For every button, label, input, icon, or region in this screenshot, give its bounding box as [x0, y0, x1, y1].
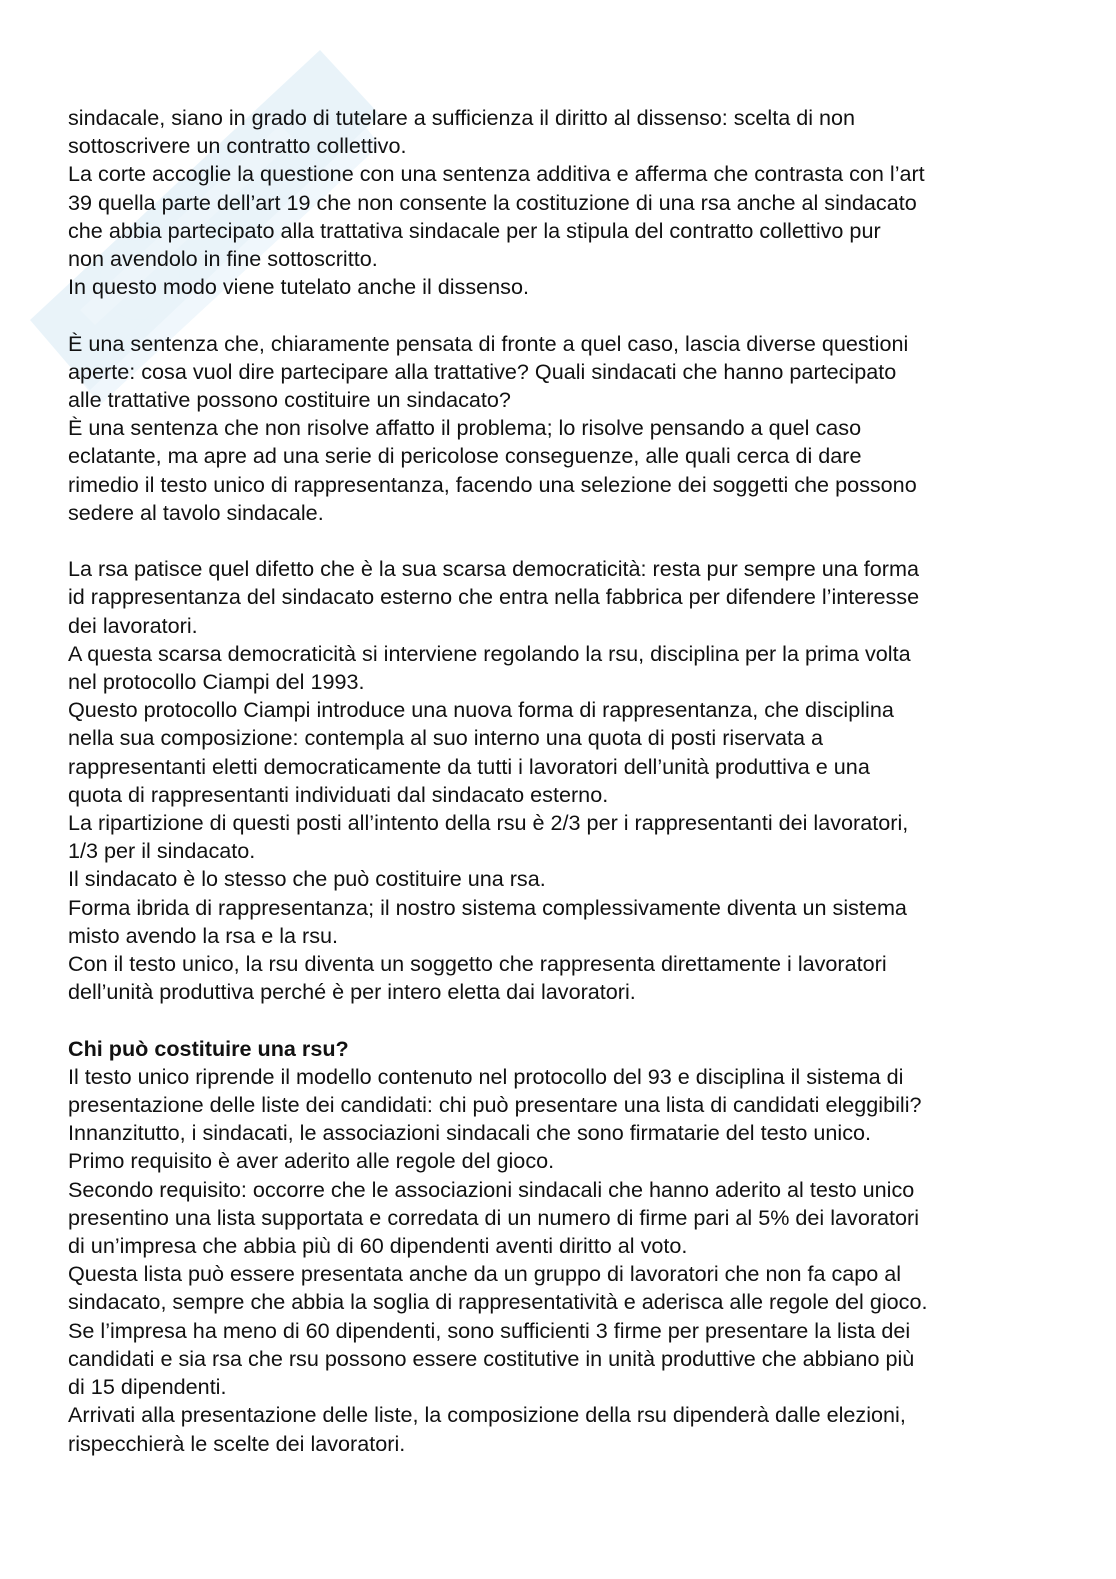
- document-page: [68, 104, 1058, 1458]
- paragraph-spacer: [68, 527, 1058, 555]
- text-line: Questo protocollo Ciampi introduce una nuova forma di rappresentanza, che disciplina: [68, 697, 894, 723]
- text-line: sedere al tavolo sindacale.: [68, 499, 324, 525]
- text-line: sottoscrivere un contratto collettivo.: [68, 133, 407, 159]
- text-line: rimedio il testo unico di rappresentanza, facendo una selezione dei soggetti che possono: [68, 471, 917, 497]
- paragraph: [68, 330, 1058, 527]
- text-line: Questa lista può essere presentata anche da un gruppo di lavoratori che non fa capo al: [68, 1261, 902, 1287]
- text-line: aperte: cosa vuol dire partecipare alla trattative? Quali sindacati che hanno partecipato: [68, 358, 897, 384]
- text-line: dell’unità produttiva perché è per intero eletta dai lavoratori.: [68, 979, 636, 1005]
- text-line: La rsa patisce quel difetto che è la sua scarsa democraticità: resta pur sempre una forma: [68, 556, 919, 582]
- text-line: candidati e sia rsa che rsu possono essere costitutive in unità produttive che abbiano più: [68, 1345, 915, 1371]
- section-body: [68, 1063, 1058, 1458]
- paragraph: [68, 555, 1058, 1006]
- text-line: La ripartizione di questi posti all’intento della rsu è 2/3 per i rappresentanti dei lavoratori,: [68, 810, 909, 836]
- text-line: A questa scarsa democraticità si interviene regolando la rsu, disciplina per la prima volta: [68, 640, 911, 666]
- text-line: Primo requisito è aver aderito alle regole del gioco.: [68, 1148, 555, 1174]
- paragraph-spacer: [68, 1006, 1058, 1034]
- text-line: La corte accoglie la questione con una sentenza additiva e afferma che contrasta con l’art: [68, 161, 925, 187]
- text-line: È una sentenza che, chiaramente pensata di fronte a quel caso, lascia diverse questioni: [68, 330, 909, 356]
- paragraph-spacer: [68, 301, 1058, 329]
- text-line: nel protocollo Ciampi del 1993.: [68, 669, 365, 695]
- text-line: Se l’impresa ha meno di 60 dipendenti, sono sufficienti 3 firme per presentare la lista dei: [68, 1317, 911, 1343]
- text-line: presentazione delle liste dei candidati: chi può presentare una lista di candidati eleggibili?: [68, 1092, 922, 1118]
- text-line: Con il testo unico, la rsu diventa un soggetto che rappresenta direttamente i lavoratori: [68, 951, 887, 977]
- section-heading: Chi può costituire una rsu?: [68, 1035, 349, 1061]
- paragraph: [68, 104, 1058, 301]
- text-line: Innanzitutto, i sindacati, le associazioni sindacali che sono firmatarie del testo unico.: [68, 1120, 872, 1146]
- text-line: rappresentanti eletti democraticamente da tutti i lavoratori dell’unità produttiva e una: [68, 753, 870, 779]
- text-line: quota di rappresentanti individuati dal sindacato esterno.: [68, 781, 609, 807]
- text-line: di un’impresa che abbia più di 60 dipendenti aventi diritto al voto.: [68, 1233, 688, 1259]
- text-line: sindacato, sempre che abbia la soglia di rappresentatività e aderisca alle regole del gioco.: [68, 1289, 928, 1315]
- text-line: rispecchierà le scelte dei lavoratori.: [68, 1430, 406, 1456]
- text-line: presentino una lista supportata e corredata di un numero di firme pari al 5% dei lavoratori: [68, 1204, 920, 1230]
- text-line: In questo modo viene tutelato anche il dissenso.: [68, 274, 529, 300]
- text-line: di 15 dipendenti.: [68, 1374, 227, 1400]
- text-line: alle trattative possono costituire un sindacato?: [68, 387, 511, 413]
- text-line: Il sindacato è lo stesso che può costituire una rsa.: [68, 866, 546, 892]
- text-line: non avendolo in fine sottoscritto.: [68, 246, 378, 272]
- text-line: sindacale, siano in grado di tutelare a sufficienza il diritto al dissenso: scelta di non: [68, 105, 856, 130]
- text-line: che abbia partecipato alla trattativa sindacale per la stipula del contratto collettivo pur: [68, 217, 881, 243]
- text-line: Forma ibrida di rappresentanza; il nostro sistema complessivamente diventa un sistema: [68, 894, 907, 920]
- text-line: nella sua composizione: contempla al suo interno una quota di posti riservata a: [68, 725, 824, 751]
- text-line: id rappresentanza del sindacato esterno che entra nella fabbrica per difendere l’interesse: [68, 584, 920, 610]
- text-line: Arrivati alla presentazione delle liste, la composizione della rsu dipenderà dalle elezioni,: [68, 1402, 906, 1428]
- text-line: eclatante, ma apre ad una serie di pericolose conseguenze, alle quali cerca di dare: [68, 443, 862, 469]
- text-line: misto avendo la rsa e la rsu.: [68, 922, 339, 948]
- text-line: 1/3 per il sindacato.: [68, 838, 256, 864]
- text-line: 39 quella parte dell’art 19 che non consente la costituzione di una rsa anche al sindacato: [68, 189, 917, 215]
- text-line: È una sentenza che non risolve affatto il problema; lo risolve pensando a quel caso: [68, 415, 862, 441]
- text-line: dei lavoratori.: [68, 612, 198, 638]
- text-line: Il testo unico riprende il modello contenuto nel protocollo del 93 e disciplina il sistema di: [68, 1063, 904, 1089]
- text-line: Secondo requisito: occorre che le associazioni sindacali che hanno aderito al testo unico: [68, 1176, 915, 1202]
